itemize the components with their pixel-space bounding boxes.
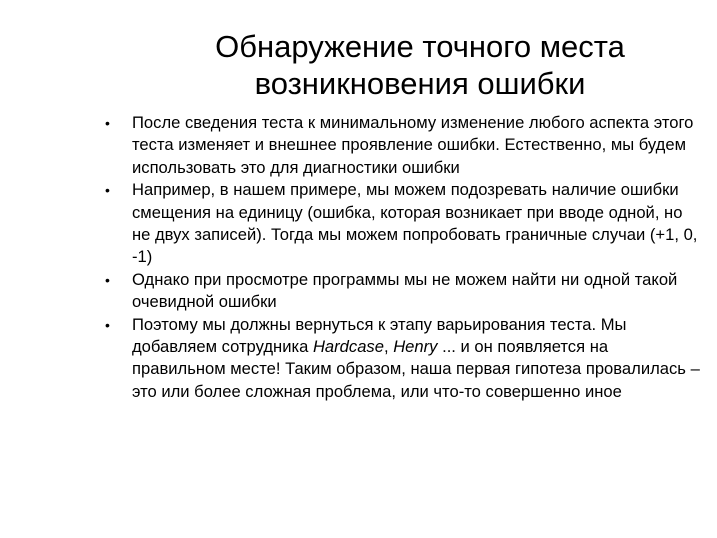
bullet-item xyxy=(105,269,705,314)
slide-title-line-1: Обнаружение точного места xyxy=(215,29,625,64)
bullet-text: После сведения теста к минимальному изменение любого аспекта этого теста изменяет и внешнее проявление ошибки. Естественно, мы будем использовать это для диагностики ошибки xyxy=(132,113,694,177)
bullet-list xyxy=(105,112,705,403)
slide-title xyxy=(150,28,690,102)
employee-name: Henry xyxy=(393,337,438,357)
bullet-item xyxy=(105,179,705,269)
bullet-marker: • xyxy=(105,271,110,288)
employee-surname: Hardcase xyxy=(312,337,384,357)
bullet-text: Однако при просмотре программы мы не можем найти ни одной такой очевидной ошибки xyxy=(132,269,678,312)
bullet-marker: • xyxy=(105,316,110,333)
bullet-item xyxy=(105,112,705,179)
slide-title-line-2: возникновения ошибки xyxy=(254,66,586,101)
bullet-text-separator: , xyxy=(383,337,394,357)
bullet-text: Например, в нашем примере, мы можем подозревать наличие ошибки смещения на единицу (ошибка, которая возникает при вводе одной, но не двух записей). Тогда мы можем попробовать граничные случаи (+1, 0, -1) xyxy=(132,180,698,267)
bullet-marker: • xyxy=(105,182,110,199)
bullet-text xyxy=(132,315,700,401)
bullet-marker: • xyxy=(105,115,110,131)
bullet-text-part: Поэтому мы должны вернуться к этапу варьирования теста. Мы добавляем сотрудника xyxy=(132,314,627,357)
bullet-text-part: ... и он появляется на правильном месте! Таким образом, наша первая гипотеза провалилась – это или более сложная проблема, или что-то совершенно иное xyxy=(132,337,700,401)
bullet-item xyxy=(105,314,705,404)
